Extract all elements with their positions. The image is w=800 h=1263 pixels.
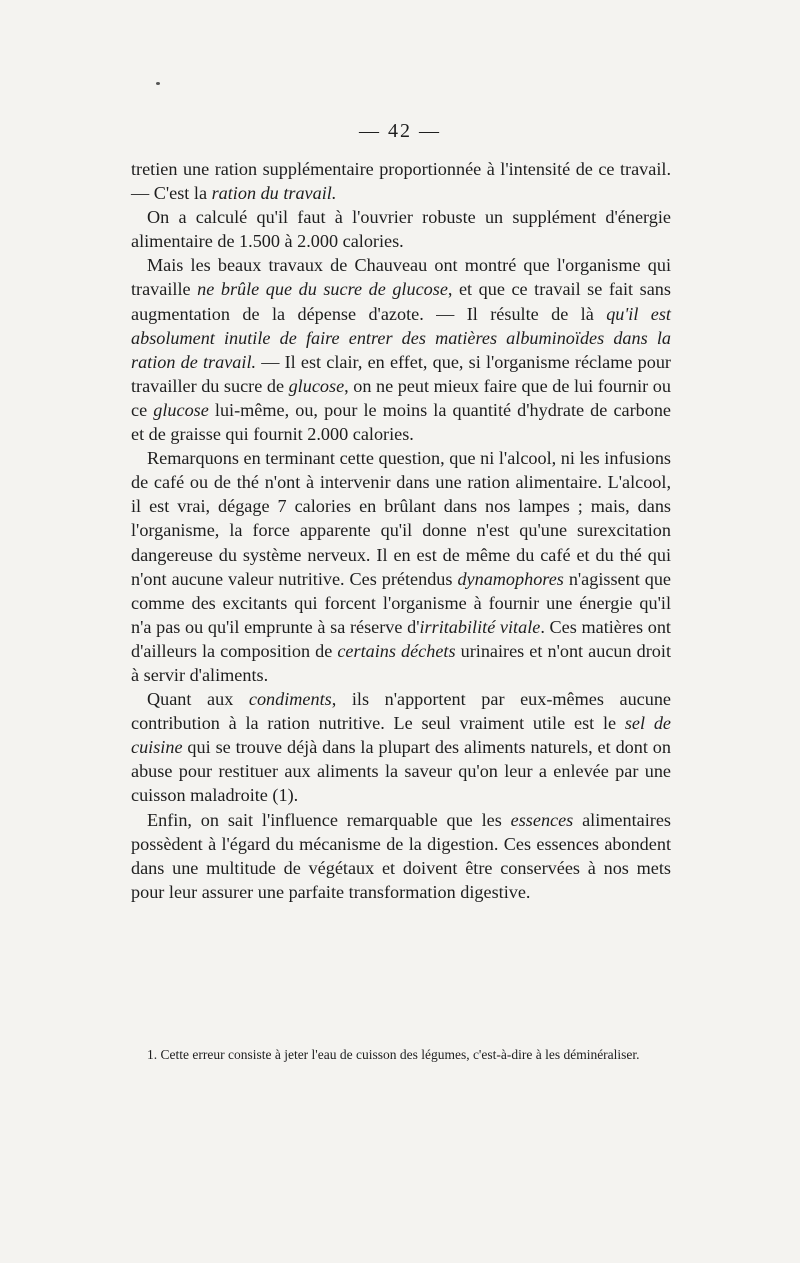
paragraph xyxy=(131,253,671,446)
italic-text: condiments xyxy=(248,689,332,710)
italic-text: ne brûle que du sucre de glucose xyxy=(197,279,448,300)
italic-text: sel de cuisine xyxy=(131,713,671,758)
italic-text: glucose xyxy=(153,399,209,420)
text-run: . Ces matières ont d'ailleurs la composition de xyxy=(131,616,671,661)
text-run: Mais les beaux travaux de Chauveau ont montré que l'organisme qui travaille xyxy=(131,255,671,300)
italic-text: dynamophores xyxy=(457,568,564,589)
italic-text: qu'il est absolument inutile de faire entrer des matières albuminoïdes dans la ration de travail. xyxy=(131,303,671,372)
italic-text: ration du travail. xyxy=(211,183,337,204)
text-run: , ils n'apportent par eux-mêmes aucune contribution à la ration nutritive. Le seul vraiment utile est le xyxy=(131,689,671,734)
italic-text: certains déchets xyxy=(337,640,456,661)
italic-text: irritabilité vitale xyxy=(419,616,541,637)
text-run: , et que ce travail se fait sans augmentation de la dépense d'azote. — Il résulte de là xyxy=(131,279,671,324)
paragraph xyxy=(131,687,671,807)
main-text xyxy=(131,157,671,904)
italic-text: glucose xyxy=(288,375,345,396)
print-speck xyxy=(156,82,160,85)
page-number: — 42 — xyxy=(359,120,441,142)
text-run: Enfin, on sait l'influence remarquable que les xyxy=(147,809,511,830)
text-run: urinaires et n'ont aucun droit à servir d'aliments. xyxy=(131,640,671,685)
paragraph xyxy=(131,808,671,904)
paragraph xyxy=(131,205,671,253)
text-run: lui-même, ou, pour le moins la quantité d'hydrate de carbone et de graisse qui fournit 2.000 calories. xyxy=(131,399,671,445)
text-run: Remarquons en terminant cette question, que ni l'alcool, ni les infusions de café ou de thé n'ont à intervenir dans une ration alimentaire. L'alcool, il est vrai, dégage 7 calories en brûlant dans nos lampes ; mais, dans l'organisme, la force apparente qu'il donne n'est qu'une surexcitation dangereuse du système nerveux. Il en est de même du café et du thé qui n'ont aucune valeur nutritive. Ces prétendus xyxy=(131,448,671,589)
italic-text: essences xyxy=(510,809,574,830)
text-run: tretien une ration supplémentaire proportionnée à l'intensité de ce travail. — C'est la xyxy=(131,159,671,204)
paragraph xyxy=(131,157,671,205)
text-run: Quant aux xyxy=(147,689,249,710)
text-run: alimentaires possèdent à l'égard du mécanisme de la digestion. Ces essences abondent dans une multitude de végétaux et doivent être conservées à nos mets pour leur assurer une parfaite transformation digestive. xyxy=(131,809,671,902)
text-run: n'agissent que comme des excitants qui forcent l'organisme à fournir une énergie qu'il n'a pas ou qu'il emprunte à sa réserve d' xyxy=(131,568,671,637)
text-run: On a calculé qu'il faut à l'ouvrier robuste un supplément d'énergie alimentaire de 1.500 à 2.000 calories. xyxy=(131,207,671,252)
text-run: qui se trouve déjà dans la plupart des aliments naturels, et dont on abuse pour restituer aux aliments la saveur qu'on leur a enlevée par une cuisson maladroite (1). xyxy=(131,737,671,806)
paragraph xyxy=(131,446,671,687)
text-run: — Il est clair, en effet, que, si l'organisme réclame pour travailler du sucre de xyxy=(131,351,671,396)
footnote: 1. Cette erreur consiste à jeter l'eau de cuisson des légumes, c'est-à-dire à les déminéraliser. xyxy=(147,1047,640,1062)
text-run: , on ne peut mieux faire que de lui fournir ou ce xyxy=(131,375,671,420)
